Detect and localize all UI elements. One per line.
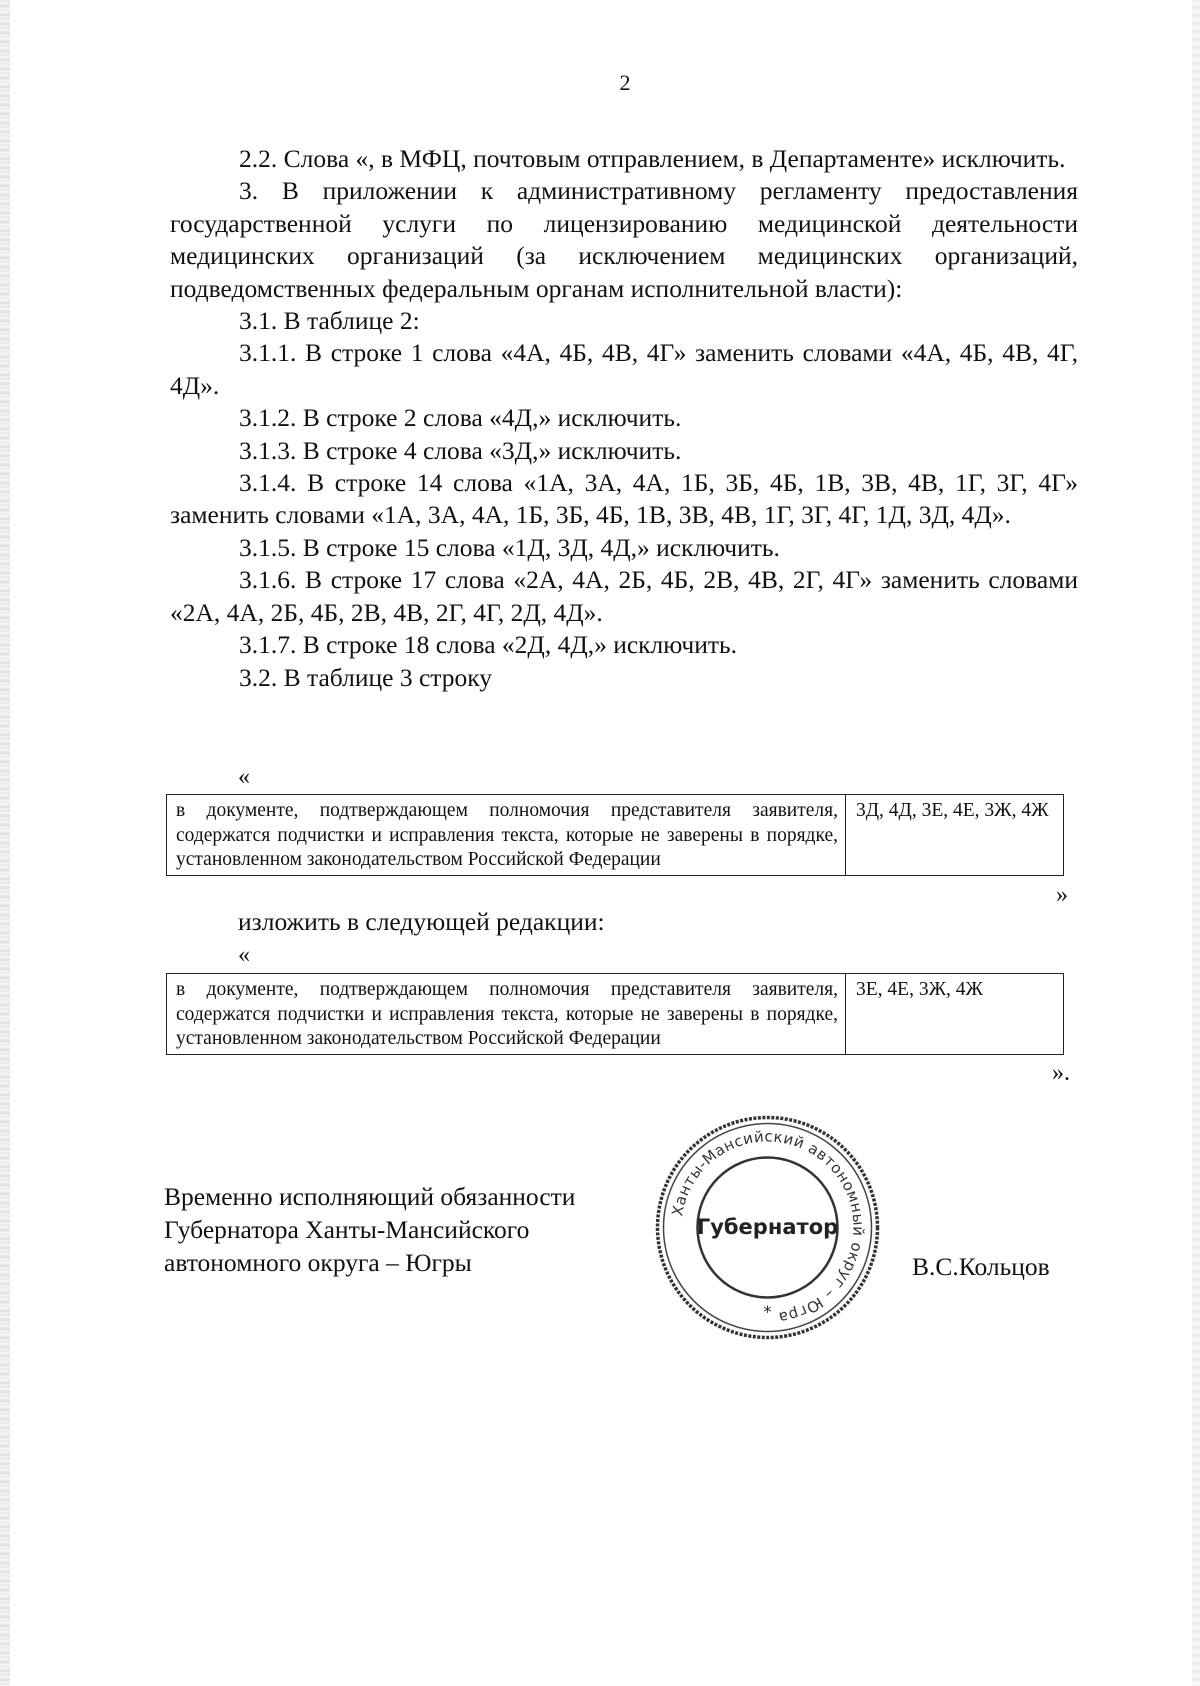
scan-edge-right <box>1192 0 1200 1686</box>
old-row-codes: 3Д, 4Д, 3Е, 4Е, 3Ж, 4Ж <box>846 795 1064 876</box>
document-body <box>170 143 1078 694</box>
paragraph-3-2: 3.2. В таблице 3 строку <box>239 662 493 692</box>
paragraph-3-1: 3.1. В таблице 2: <box>239 306 420 336</box>
paragraph-3-1-2: 3.1.2. В строке 2 слова «4Д,» исключить. <box>239 403 682 433</box>
page-number: 2 <box>619 70 631 95</box>
new-row-description: в документе, подтверждающем полномочия представителя заявителя, содержатся подчистки и исправления текста, которые не заверены в порядке, установленном законодательством Российской Федерации <box>167 974 846 1055</box>
old-row-table <box>166 794 1064 876</box>
paragraph-3-1-3: 3.1.3. В строке 4 слова «3Д,» исключить. <box>239 435 682 465</box>
seal-center-text: Губернатор <box>696 1215 839 1239</box>
signatory-position <box>164 1180 634 1279</box>
paragraph-3-1-4: 3.1.4. В строке 14 слова «1А, 3А, 4А, 1Б, 3Б, 4Б, 1В, 3В, 4В, 1Г, 3Г, 4Г» заменить словами «1А, 3А, 4А, 1Б, 3Б, 4Б, 1В, 3В, 4В, 1Г, 3Г, 4Г, 1Д, 3Д, 4Д». <box>170 468 1078 530</box>
table-row <box>167 795 1064 876</box>
paragraph-3-1-6: 3.1.6. В строке 17 слова «2А, 4А, 2Б, 4Б, 2В, 4В, 2Г, 4Г» заменить словами «2А, 4А, 2Б, 4Б, 2В, 4В, 2Г, 4Г, 2Д, 4Д». <box>170 565 1078 627</box>
paragraph-3-1-1: 3.1.1. В строке 1 слова «4А, 4Б, 4В, 4Г» заменить словами «4А, 4Б, 4В, 4Г, 4Д». <box>170 338 1078 400</box>
old-row-description: в документе, подтверждающем полномочия представителя заявителя, содержатся подчистки и исправления текста, которые не заверены в порядке, установленном законодательством Российской Федерации <box>167 795 846 876</box>
scan-edge-left <box>0 0 10 1686</box>
governor-seal <box>650 1110 885 1345</box>
seal-ring-text: Ханты-Мансийский автономный округ – Югра <box>668 1127 868 1327</box>
paragraph-2-2: 2.2. Слова «, в МФЦ, почтовым отправлением, в Департаменте» исключить. <box>239 144 1066 173</box>
new-row-open-quote: « <box>238 942 250 968</box>
signatory-position-line: Губернатора Ханты-Мансийского <box>164 1215 530 1244</box>
old-row-close-quote: » <box>1056 882 1068 908</box>
old-row-open-quote: « <box>238 764 250 790</box>
redaction-instruction: изложить в следующей редакции: <box>238 907 605 936</box>
new-row-table <box>166 973 1064 1055</box>
paragraph-3-1-7: 3.1.7. В строке 18 слова «2Д, 4Д,» исключить. <box>239 630 737 660</box>
table-row <box>167 974 1064 1055</box>
new-row-close-quote: ». <box>1052 1060 1070 1086</box>
signatory-position-line: автономного округа – Югры <box>164 1248 472 1277</box>
signatory-position-line: Временно исполняющий обязанности <box>164 1182 576 1211</box>
signatory-name: В.С.Кольцов <box>912 1252 1050 1281</box>
new-row-codes: 3Е, 4Е, 3Ж, 4Ж <box>846 974 1064 1055</box>
paragraph-3: 3. В приложении к административному регламенту предоставления государственной услуги по лицензированию медицинской деятельности медицинских организаций (за исключением медицинских организаций, подведомственных федеральным органам исполнительной власти): <box>170 176 1078 303</box>
paragraph-3-1-5: 3.1.5. В строке 15 слова «1Д, 3Д, 4Д,» исключить. <box>239 532 780 562</box>
seal-star: * <box>763 1302 772 1321</box>
